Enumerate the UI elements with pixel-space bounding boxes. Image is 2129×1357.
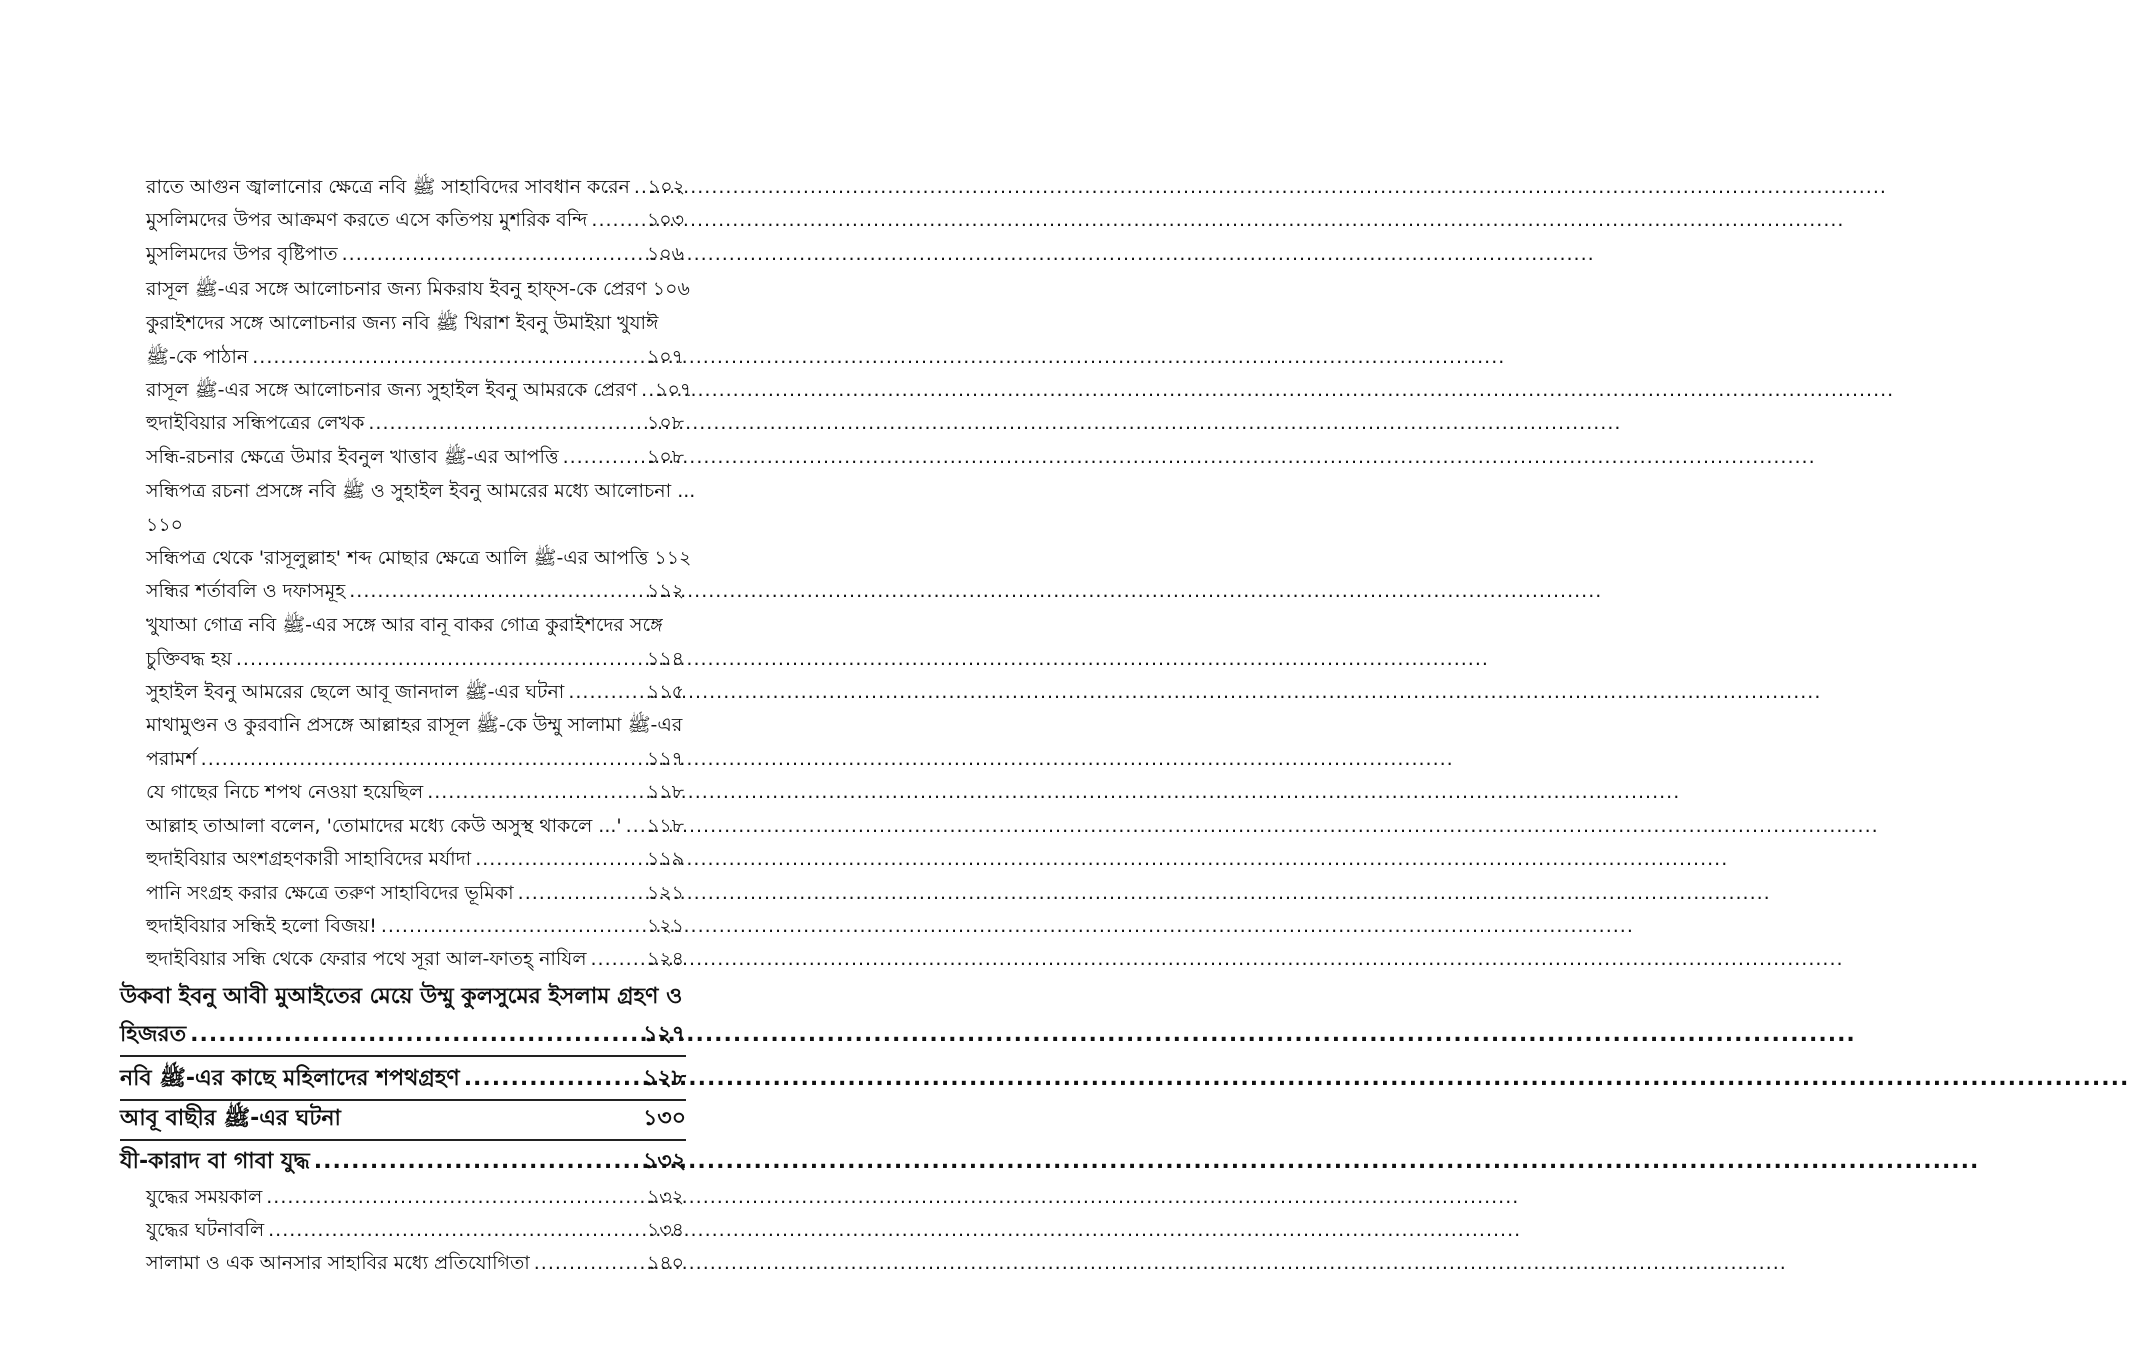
toc-entry-title: সন্ধির শর্তাবলি ও দফাসমূহ bbox=[146, 580, 346, 602]
toc-entry-title: যুদ্ধের ঘটনাবলি bbox=[146, 1219, 265, 1241]
toc-subentry bbox=[146, 1246, 684, 1280]
toc-entry-title: রাতে আগুন জ্বালানোর ক্ষেত্রে নবি ﷺ সাহাবিদের সাবধান করেন bbox=[146, 176, 630, 198]
toc-entry bbox=[146, 574, 684, 608]
toc-entry-title: হুদাইবিয়ার সন্ধিই হলো বিজয়! bbox=[146, 915, 377, 937]
toc-entry-title: সন্ধিপত্র রচনা প্রসঙ্গে নবি ﷺ ও সুহাইল ইবনু আমরের মধ্যে আলোচনা ... bbox=[146, 480, 696, 502]
toc-entry bbox=[146, 876, 684, 910]
toc-leader-dots bbox=[201, 742, 643, 776]
toc-chapter-title-line1: উকবা ইবনু আবী মুআইতের মেয়ে উম্মু কুলসুমের ইসলাম গ্রহণ ও bbox=[120, 984, 683, 1009]
toc-page-number-wrap bbox=[120, 1100, 686, 1138]
toc-page-number: ১১৮ bbox=[647, 781, 684, 803]
toc-page-number: ১১৯ bbox=[647, 848, 684, 870]
toc-entry bbox=[146, 942, 684, 976]
toc-page-number: ১০২ bbox=[647, 176, 685, 198]
toc-leader-dots bbox=[591, 203, 643, 237]
toc-page-number: ১১২ bbox=[646, 580, 684, 602]
toc-entry-title: রাসূল ﷺ-এর সঙ্গে আলোচনার জন্য মিকরায ইবনু হাফ্স-কে প্রেরণ bbox=[146, 278, 647, 300]
toc-entry bbox=[146, 406, 684, 440]
toc-entry bbox=[146, 474, 696, 542]
toc-entry-title: হুদাইবিয়ার সন্ধিপত্রের লেখক bbox=[146, 412, 365, 434]
toc-entry-title: হুদাইবিয়ার অংশগ্রহণকারী সাহাবিদের মর্যাদা bbox=[146, 848, 472, 870]
toc-entry bbox=[146, 306, 684, 374]
toc-leader-dots bbox=[368, 406, 643, 440]
toc-leader-dots bbox=[342, 237, 643, 271]
toc-entry-title-line1: মাথামুণ্ডন ও কুরবানি প্রসঙ্গে আল্লাহর রাসূল ﷺ-কে উম্মু সালামা ﷺ-এর bbox=[146, 714, 683, 736]
toc-entry bbox=[146, 909, 684, 943]
toc-subentry bbox=[146, 1213, 684, 1247]
toc-page-number: ১০৭ bbox=[655, 379, 693, 401]
toc-entry-title-line1: খুযাআ গোত্র নবি ﷺ-এর সঙ্গে আর বানূ বাকর গোত্র কুরাইশদের সঙ্গে bbox=[146, 614, 663, 636]
toc-chapter bbox=[120, 978, 686, 1054]
toc-leader-dots bbox=[381, 909, 643, 943]
toc-entry-title: সন্ধিপত্র থেকে 'রাসূলুল্লাহ' শব্দ মোছার ক্ষেত্রে আলি ﷺ-এর আপত্তি bbox=[146, 547, 649, 569]
toc-entry bbox=[146, 708, 684, 776]
toc-chapter-title: যী-কারাদ বা গাবা যুদ্ধ bbox=[120, 1149, 310, 1174]
toc-page-number: ১১০ bbox=[146, 514, 184, 536]
toc-leader-dots bbox=[236, 642, 643, 676]
toc-entry-title: আল্লাহ তাআলা বলেন, 'তোমাদের মধ্যে কেউ অসুস্থ থাকলে ...' bbox=[146, 815, 622, 837]
toc-leader-dots bbox=[590, 942, 643, 976]
toc-chapter-title-line2: হিজরত bbox=[120, 1022, 187, 1047]
toc-entry bbox=[146, 809, 684, 843]
toc-page-number: ১১৪ bbox=[647, 648, 684, 670]
toc-leader-dots bbox=[252, 340, 643, 374]
toc-page-number: ১১২ bbox=[654, 547, 692, 569]
toc-leader-dots bbox=[568, 675, 643, 709]
toc-leader-dots bbox=[427, 775, 643, 809]
toc-page-number: ১৩৪ bbox=[646, 1219, 684, 1241]
toc-entry bbox=[146, 675, 684, 709]
toc-entry bbox=[146, 373, 693, 407]
toc-page-number: ১১৮ bbox=[647, 815, 684, 837]
toc-chapter bbox=[120, 1143, 686, 1181]
toc-page-number: ১০৮ bbox=[646, 412, 684, 434]
toc-entry bbox=[146, 170, 684, 204]
toc-page-number: ১৩২ bbox=[646, 1186, 684, 1208]
toc-entry-title: যে গাছের নিচে শপথ নেওয়া হয়েছিল bbox=[146, 781, 424, 803]
toc-chapter-title: নবি ﷺ-এর কাছে মহিলাদের শপথগ্রহণ bbox=[120, 1066, 460, 1091]
toc-page-number: ১২৪ bbox=[646, 948, 684, 970]
toc-entry bbox=[146, 775, 684, 809]
toc-entry-title: সুহাইল ইবনু আমরের ছেলে আবূ জানদাল ﷺ-এর ঘটনা bbox=[146, 681, 565, 703]
toc-page-number: ১৩২ bbox=[643, 1149, 686, 1174]
toc-leader-dots bbox=[641, 373, 651, 407]
toc-entry-title: যুদ্ধের সময়কাল bbox=[146, 1186, 263, 1208]
toc-page-number: ১০৬ bbox=[646, 243, 684, 265]
toc-leader-dots bbox=[634, 170, 644, 204]
toc-chapter bbox=[120, 1060, 686, 1098]
toc-page-number: ১৩০ bbox=[643, 1106, 686, 1131]
toc-entry bbox=[146, 541, 692, 575]
toc-entry-title: হুদাইবিয়ার সন্ধি থেকে ফেরার পথে সূরা আল-ফাতহ্ নাযিল bbox=[146, 948, 587, 970]
toc-entry-title: মুসলিমদের উপর বৃষ্টিপাত bbox=[146, 243, 338, 265]
toc-page-number: ১০৮ bbox=[646, 446, 684, 468]
section-divider bbox=[120, 1139, 686, 1141]
toc-subentry bbox=[146, 1180, 684, 1214]
toc-entry bbox=[146, 842, 684, 876]
toc-entry bbox=[146, 608, 684, 676]
toc-leader-dots bbox=[534, 1246, 643, 1280]
toc-leader-dots bbox=[563, 440, 643, 474]
toc-page-number: ১০৩ bbox=[646, 209, 684, 231]
toc-leader-dots bbox=[349, 574, 643, 608]
toc-page-number: ১২৮ bbox=[643, 1066, 686, 1091]
toc-entry-title-line2: চুক্তিবদ্ধ হয় bbox=[146, 648, 232, 670]
toc-entry-title-line2: পরামর্শ bbox=[146, 748, 197, 770]
toc-entry-title-line2: ﷺ-কে পাঠান bbox=[146, 346, 249, 368]
toc-page-number: ১০৭ bbox=[646, 346, 684, 368]
toc-page-number: ১১৭ bbox=[646, 748, 684, 770]
toc-page-number: ১২১ bbox=[646, 882, 684, 904]
toc-page-number: ১৪০ bbox=[646, 1252, 684, 1274]
toc-leader-dots bbox=[268, 1213, 643, 1247]
toc-entry bbox=[146, 272, 690, 306]
toc-entry-title: মুসলিমদের উপর আক্রমণ করতে এসে কতিপয় মুশরিক বন্দি bbox=[146, 209, 588, 231]
section-divider bbox=[120, 1055, 686, 1057]
table-of-contents bbox=[0, 0, 762, 1357]
toc-leader-dots bbox=[475, 842, 643, 876]
toc-leader-dots bbox=[626, 809, 643, 843]
toc-leader-dots bbox=[518, 876, 643, 910]
toc-entry-title-line1: কুরাইশদের সঙ্গে আলোচনার জন্য নবি ﷺ খিরাশ ইবনু উমাইয়া খুযাঈ bbox=[146, 312, 659, 334]
toc-page-number: ১২৭ bbox=[643, 1022, 686, 1047]
toc-entry bbox=[146, 440, 684, 474]
toc-leader-dots bbox=[464, 1060, 639, 1098]
toc-leader-dots bbox=[190, 1016, 639, 1054]
toc-entry bbox=[146, 203, 684, 237]
toc-entry-title: রাসূল ﷺ-এর সঙ্গে আলোচনার জন্য সুহাইল ইবনু আমরকে প্রেরণ bbox=[146, 379, 638, 401]
toc-entry bbox=[146, 237, 684, 271]
toc-leader-dots bbox=[266, 1180, 643, 1214]
toc-chapter-title: আবূ বাছীর ﷺ-এর ঘটনা bbox=[120, 1106, 341, 1131]
toc-page-number: ১২১ bbox=[646, 915, 684, 937]
toc-entry-title: সন্ধি-রচনার ক্ষেত্রে উমার ইবনুল খাত্তাব ﷺ-এর আপত্তি bbox=[146, 446, 559, 468]
toc-page-number: ১১৫ bbox=[647, 681, 684, 703]
toc-page-number: ১০৬ bbox=[652, 278, 690, 300]
toc-leader-dots bbox=[314, 1143, 639, 1181]
toc-entry-title: সালামা ও এক আনসার সাহাবির মধ্যে প্রতিযোগিতা bbox=[146, 1252, 530, 1274]
toc-entry-title: পানি সংগ্রহ করার ক্ষেত্রে তরুণ সাহাবিদের ভূমিকা bbox=[146, 882, 514, 904]
